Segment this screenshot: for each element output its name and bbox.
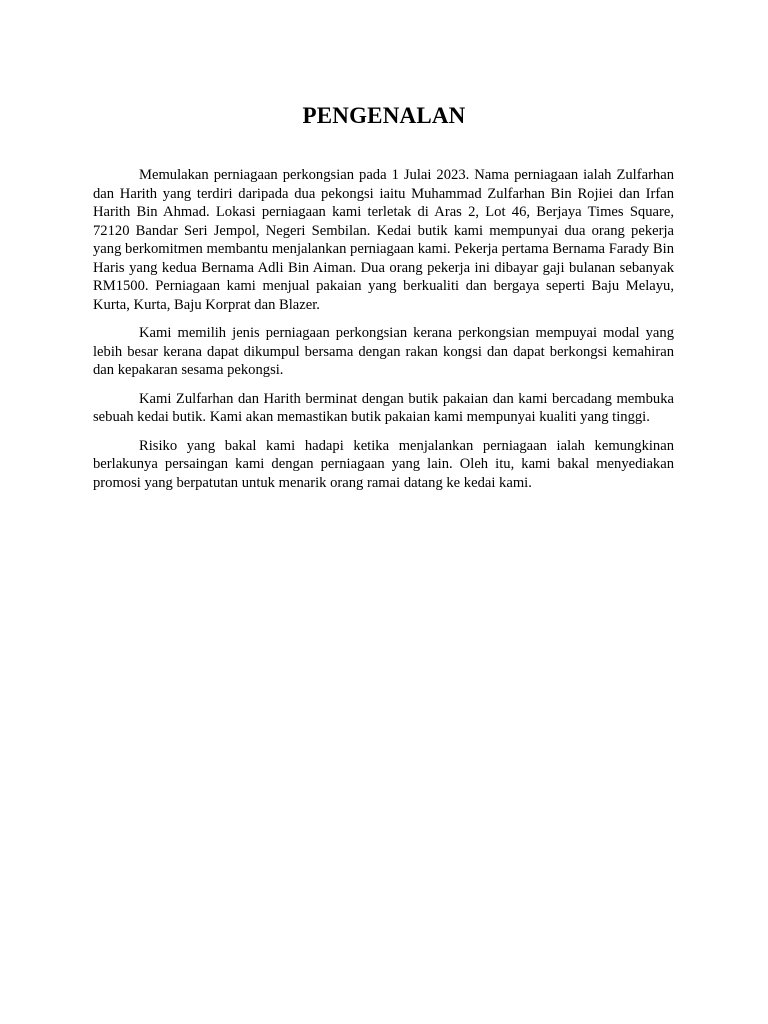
page-title: PENGENALAN <box>302 103 466 129</box>
paragraph-interest: Kami Zulfarhan dan Harith berminat dengan butik pakaian dan kami bercadang membuka sebuah kedai butik. Kami akan memastikan butik pakaian kami mempunyai kualiti yang tinggi. <box>93 390 674 425</box>
paragraph-business-type: Kami memilih jenis perniagaan perkongsian kerana perkongsian mempuyai modal yang lebih besar kerana dapat dikumpul bersama dengan rakan kongsi dan dapat berkongsi kemahiran dan kepakaran sesama pekongsi. <box>93 325 674 378</box>
paragraph-risk: Risiko yang bakal kami hadapi ketika menjalankan perniagaan ialah kemungkinan berlakunya persaingan kami dengan perniagaan yang lain. Oleh itu, kami bakal menyediakan promosi yang berpatutan untuk menarik orang ramai datang ke kedai kami. <box>93 437 674 491</box>
document-body <box>93 166 674 502</box>
paragraph-introduction: Memulakan perniagaan perkongsian pada 1 Julai 2023. Nama perniagaan ialah Zulfarhan dan Harith yang terdiri daripada dua pekongsi iaitu Muhammad Zulfarhan Bin Rojiei dan Irfan Harith Bin Ahmad. Lokasi perniagaan kami terletak di Aras 2, Lot 46, Berjaya Times Square, 72120 Bandar Seri Jempol, Negeri Sembilan. Kedai butik kami mempunyai dua orang pekerja yang berkomitmen membantu menjalankan perniagaan kami. Pekerja pertama Bernama Farady Bin Haris yang kedua Bernama Adli Bin Aiman. Dua orang pekerja ini dibayar gaji bulanan sebanyak RM1500. Perniagaan kami menjual pakaian yang berkualiti dan bergaya seperti Baju Melayu, Kurta, Kurta, Baju Korprat dan Blazer. <box>93 167 674 313</box>
